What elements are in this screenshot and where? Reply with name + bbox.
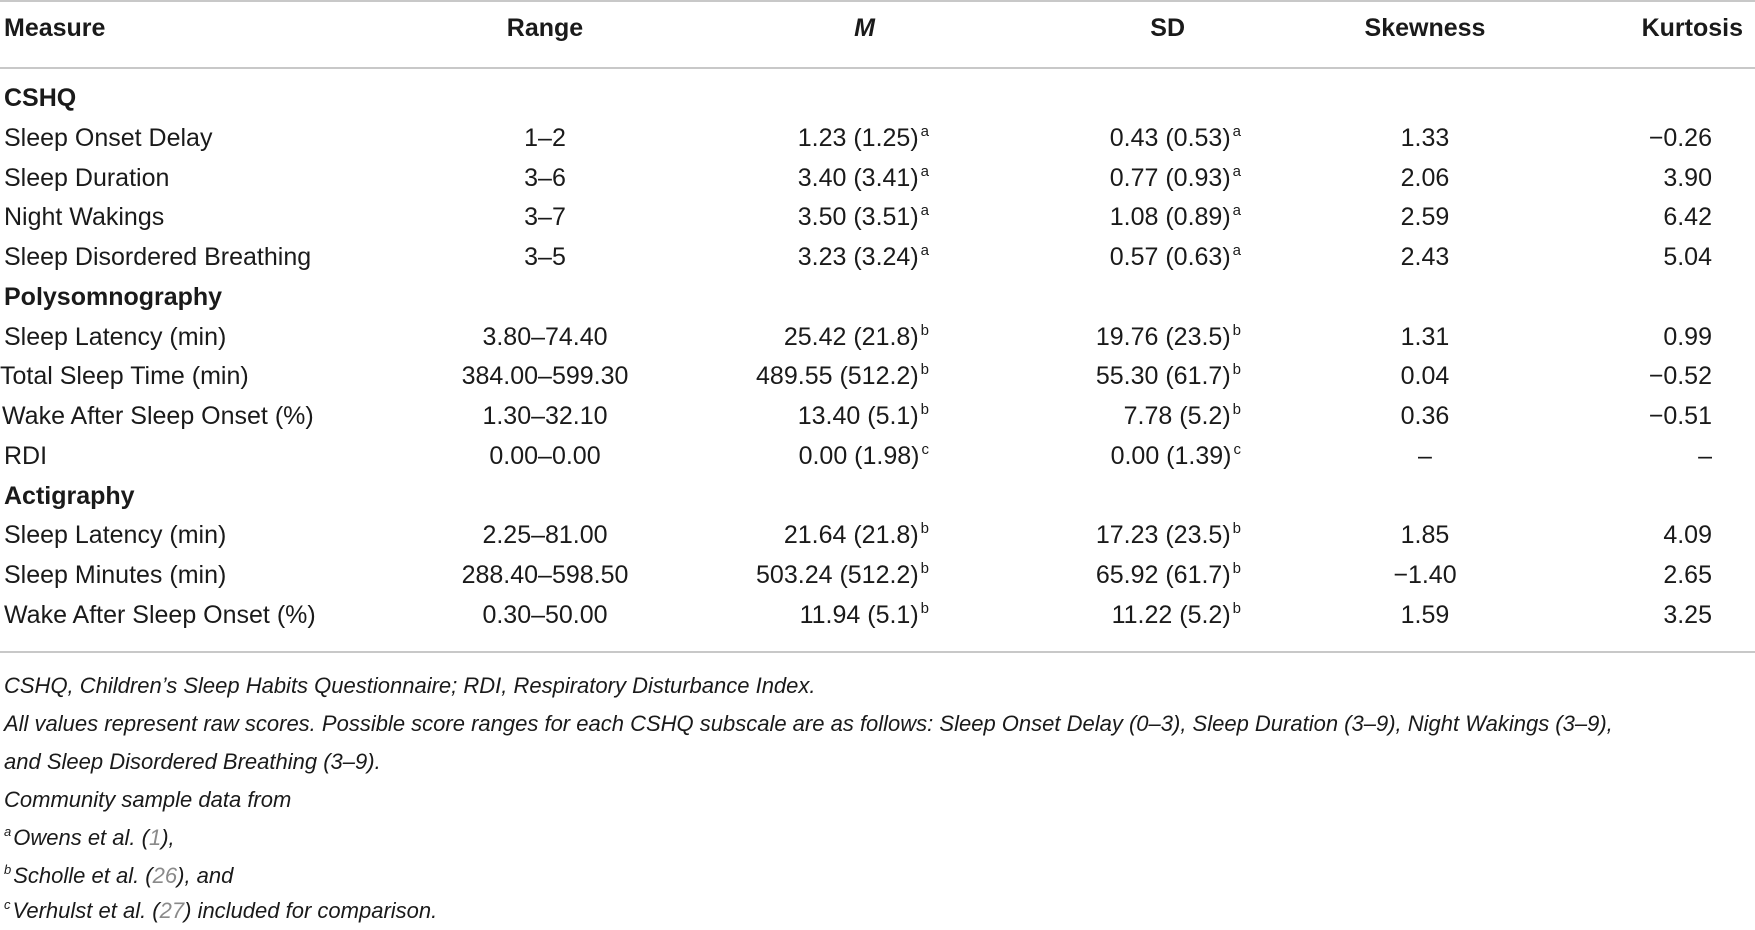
cell-skewness: 1.31 — [1400, 323, 1450, 351]
table-top-rule — [0, 0, 1755, 2]
cell-sd: 11.22 (5.2) $^b$ — [1111, 600, 1241, 629]
cell-sd: 1.08 (0.89) $^a$ — [1109, 202, 1241, 231]
cell-range: 3–5 — [524, 243, 566, 271]
cell-m: 11.94 (5.1) $^b$ — [799, 600, 929, 629]
cell-skewness: −1.40 — [1393, 561, 1457, 589]
cell-kurtosis: −0.51 — [1648, 402, 1712, 430]
cell-measure: Night Wakings — [4, 203, 165, 231]
cell-range: 2.25–81.00 — [482, 521, 608, 549]
cell-sd: 65.92 (61.7) $^b$ — [1095, 560, 1241, 589]
cell-sd: 55.30 (61.7) $^b$ — [1095, 361, 1241, 390]
cell-measure: Total Sleep Time (min) — [0, 362, 249, 390]
cell-range: 1.30–32.10 — [482, 402, 608, 430]
section-title-polysomnography — [0, 278, 1755, 316]
header-sd: SD — [1150, 14, 1185, 42]
cell-skewness: 0.36 — [1400, 402, 1450, 430]
cell-skewness: 2.06 — [1400, 164, 1450, 192]
table-row — [0, 238, 1755, 276]
cell-skewness: 2.59 — [1400, 203, 1450, 231]
cell-kurtosis: 3.90 — [1663, 164, 1712, 192]
section-label: Polysomnography — [4, 283, 223, 311]
cell-sd: 0.57 (0.63) $^a$ — [1109, 242, 1241, 271]
table-row — [0, 397, 1755, 435]
footnote-raw-scores-line2: and Sleep Disordered Breathing (3–9). — [4, 749, 381, 774]
table-row — [0, 437, 1755, 475]
table-row — [0, 119, 1755, 157]
table-row — [0, 516, 1755, 554]
table-header-rule — [0, 67, 1755, 69]
table-row — [0, 318, 1755, 356]
footnote-ref-a: $^a$Owens et al. (1), — [4, 824, 175, 850]
cell-measure: Sleep Onset Delay — [4, 124, 213, 152]
table-row — [0, 159, 1755, 197]
cell-m: 3.50 (3.51) $^a$ — [797, 202, 929, 231]
section-label: CSHQ — [4, 84, 77, 112]
table-row — [0, 198, 1755, 236]
footnote-ref-b: $^b$Scholle et al. (26), and — [4, 862, 234, 888]
cell-m: 21.64 (21.8) $^b$ — [783, 520, 929, 549]
header-measure: Measure — [4, 14, 106, 42]
cell-measure: Sleep Latency (min) — [4, 521, 227, 549]
reference-link[interactable]: 27 — [159, 898, 185, 923]
reference-link[interactable]: 26 — [152, 863, 178, 888]
cell-range: 384.00–599.30 — [461, 362, 629, 390]
cell-m: 0.00 (1.98) $^c$ — [798, 441, 929, 470]
cell-measure: Sleep Duration — [4, 164, 170, 192]
header-kurtosis: Kurtosis — [1641, 14, 1743, 42]
cell-m: 3.23 (3.24) $^a$ — [797, 242, 929, 271]
table-row — [0, 556, 1755, 594]
cell-measure: Sleep Disordered Breathing — [4, 243, 312, 271]
cell-kurtosis: 2.65 — [1663, 561, 1712, 589]
cell-measure: RDI — [4, 442, 48, 470]
cell-sd: 0.43 (0.53) $^a$ — [1109, 123, 1241, 152]
cell-kurtosis: 5.04 — [1663, 243, 1712, 271]
header-range: Range — [506, 14, 584, 42]
cell-sd: 17.23 (23.5) $^b$ — [1095, 520, 1241, 549]
cell-kurtosis: 0.99 — [1663, 323, 1712, 351]
table-row — [0, 357, 1755, 395]
footnote-community: Community sample data from — [4, 787, 292, 812]
cell-kurtosis: −0.26 — [1648, 124, 1712, 152]
cell-sd: 19.76 (23.5) $^b$ — [1095, 322, 1241, 351]
cell-m: 25.42 (21.8) $^b$ — [783, 322, 929, 351]
cell-kurtosis: −0.52 — [1648, 362, 1712, 390]
cell-skewness: – — [1418, 442, 1432, 470]
cell-skewness: 1.85 — [1400, 521, 1450, 549]
cell-measure: Sleep Latency (min) — [4, 323, 227, 351]
cell-sd: 0.77 (0.93) $^a$ — [1109, 163, 1241, 192]
footnote-abbreviations: CSHQ, Children’s Sleep Habits Questionnaire; RDI, Respiratory Disturbance Index. — [4, 673, 816, 698]
cell-m: 1.23 (1.25) $^a$ — [797, 123, 929, 152]
section-label: Actigraphy — [4, 482, 135, 510]
cell-m: 489.55 (512.2) $^b$ — [756, 361, 929, 390]
cell-range: 1–2 — [524, 124, 566, 152]
cell-skewness: 2.43 — [1400, 243, 1450, 271]
reference-link[interactable]: 1 — [148, 825, 162, 850]
cell-sd: 7.78 (5.2) $^b$ — [1123, 401, 1241, 430]
cell-skewness: 1.33 — [1400, 124, 1450, 152]
cell-m: 503.24 (512.2) $^b$ — [756, 560, 929, 589]
footnote-raw-scores-line1: All values represent raw scores. Possible score ranges for each CSHQ subscale are as follows: Sleep Onset Delay (0–3), Sleep Duration (3–9), Night Wakings (3–9), — [4, 711, 1613, 736]
footnote-ref-c: $^c$Verhulst et al. (27) included for comparison. — [4, 897, 438, 923]
section-title-cshq — [0, 79, 1755, 117]
header-m: M — [854, 14, 875, 42]
cell-skewness: 0.04 — [1400, 362, 1450, 390]
section-title-actigraphy — [0, 477, 1755, 515]
table-row — [0, 596, 1755, 634]
cell-range: 3.80–74.40 — [482, 323, 608, 351]
cell-range: 288.40–598.50 — [461, 561, 629, 589]
cell-kurtosis: 4.09 — [1663, 521, 1712, 549]
cell-measure: Wake After Sleep Onset (%) — [2, 402, 314, 430]
cell-range: 0.00–0.00 — [489, 442, 601, 470]
cell-measure: Wake After Sleep Onset (%) — [4, 601, 316, 629]
cell-kurtosis: – — [1698, 442, 1712, 470]
cell-measure: Sleep Minutes (min) — [4, 561, 227, 589]
cell-skewness: 1.59 — [1400, 601, 1450, 629]
header-skewness: Skewness — [1364, 14, 1486, 42]
cell-kurtosis: 3.25 — [1663, 601, 1712, 629]
cell-sd: 0.00 (1.39) $^c$ — [1110, 441, 1241, 470]
cell-range: 3–6 — [524, 164, 566, 192]
cell-range: 3–7 — [524, 203, 566, 231]
cell-m: 13.40 (5.1) $^b$ — [797, 401, 929, 430]
cell-m: 3.40 (3.41) $^a$ — [797, 163, 929, 192]
table-header-row — [0, 9, 1755, 47]
table-bottom-rule — [0, 651, 1755, 653]
cell-kurtosis: 6.42 — [1663, 203, 1712, 231]
cell-range: 0.30–50.00 — [482, 601, 608, 629]
